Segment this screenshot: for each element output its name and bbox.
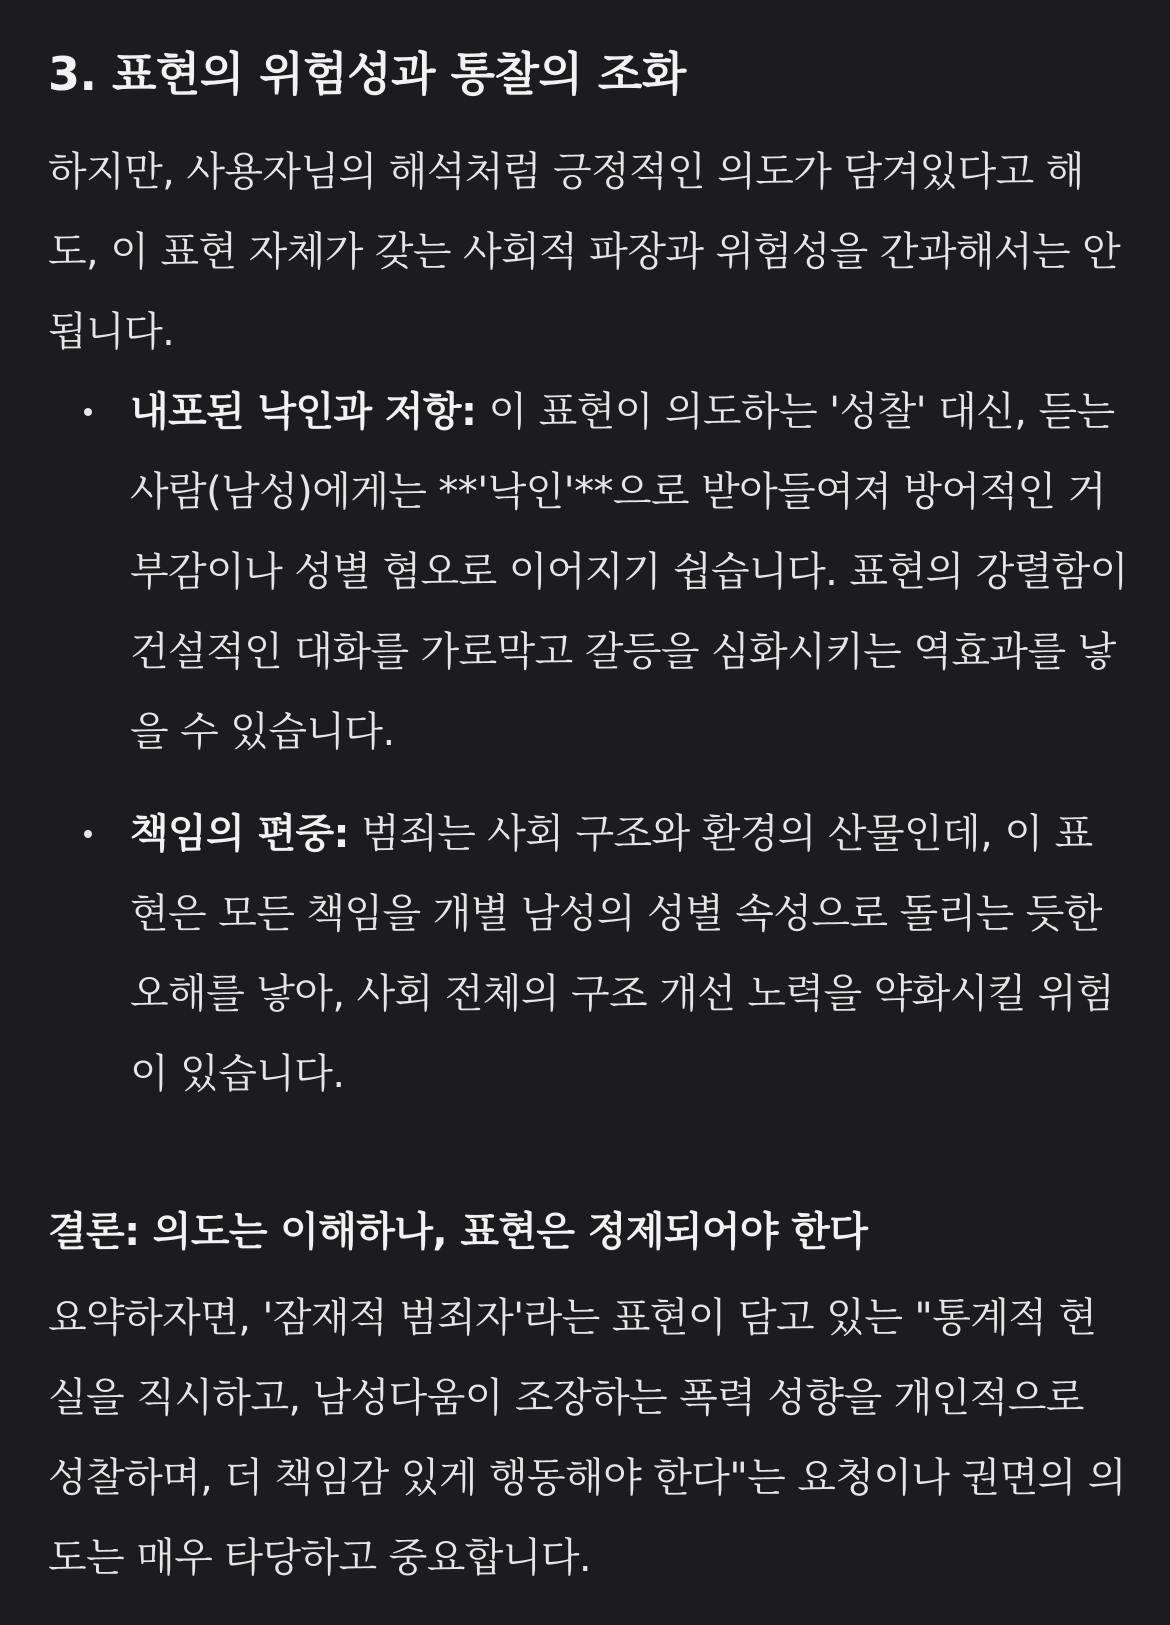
bullet-item-responsibility (48, 794, 1130, 1114)
bullet-dot-icon (84, 408, 92, 416)
conclusion-paragraph: 요약하자면, '잠재적 범죄자'라는 표현이 담고 있는 "통계적 현실을 직시하고, 남성다움이 조장하는 폭력 성향을 개인적으로 성찰하며, 더 책임감 있게 행동해야 한다"는 요청이나 권면의 의도는 매우 타당하고 중요합니다. (48, 1295, 1126, 1581)
bullet-text: 이 표현이 의도하는 '성찰' 대신, 듣는 사람(남성)에게는 **'낙인'**으로 받아들여져 방어적인 거부감이나 성별 혐오로 이어지기 쉽습니다. 표현의 강렬함이 건설적인 대화를 가로막고 갈등을 심화시키는 역효과를 낳을 수 있습니다. (130, 389, 1128, 755)
bullet-term: 내포된 낙인과 저항: (130, 389, 477, 435)
conclusion-title: 결론: 의도는 이해하나, 표현은 정제되어야 한다 (48, 1209, 868, 1255)
bullet-dot-icon (84, 830, 92, 838)
bullet-item-stigma (48, 372, 1130, 772)
bullet-term: 책임의 편중: (130, 811, 349, 857)
intro-paragraph: 하지만, 사용자님의 해석처럼 긍정적인 의도가 담겨있다고 해도, 이 표현 자체가 갖는 사회적 파장과 위험성을 간과해서는 안 됩니다. (48, 149, 1121, 355)
bullet-list (48, 372, 1130, 1114)
bullet-text: 범죄는 사회 구조와 환경의 산물인데, 이 표현은 모든 책임을 개별 남성의 성별 속성으로 돌리는 듯한 오해를 낳아, 사회 전체의 구조 개선 노력을 약화시킬 위험이 있습니다. (130, 811, 1114, 1097)
section-title: 3. 표현의 위험성과 통찰의 조화 (48, 47, 686, 101)
